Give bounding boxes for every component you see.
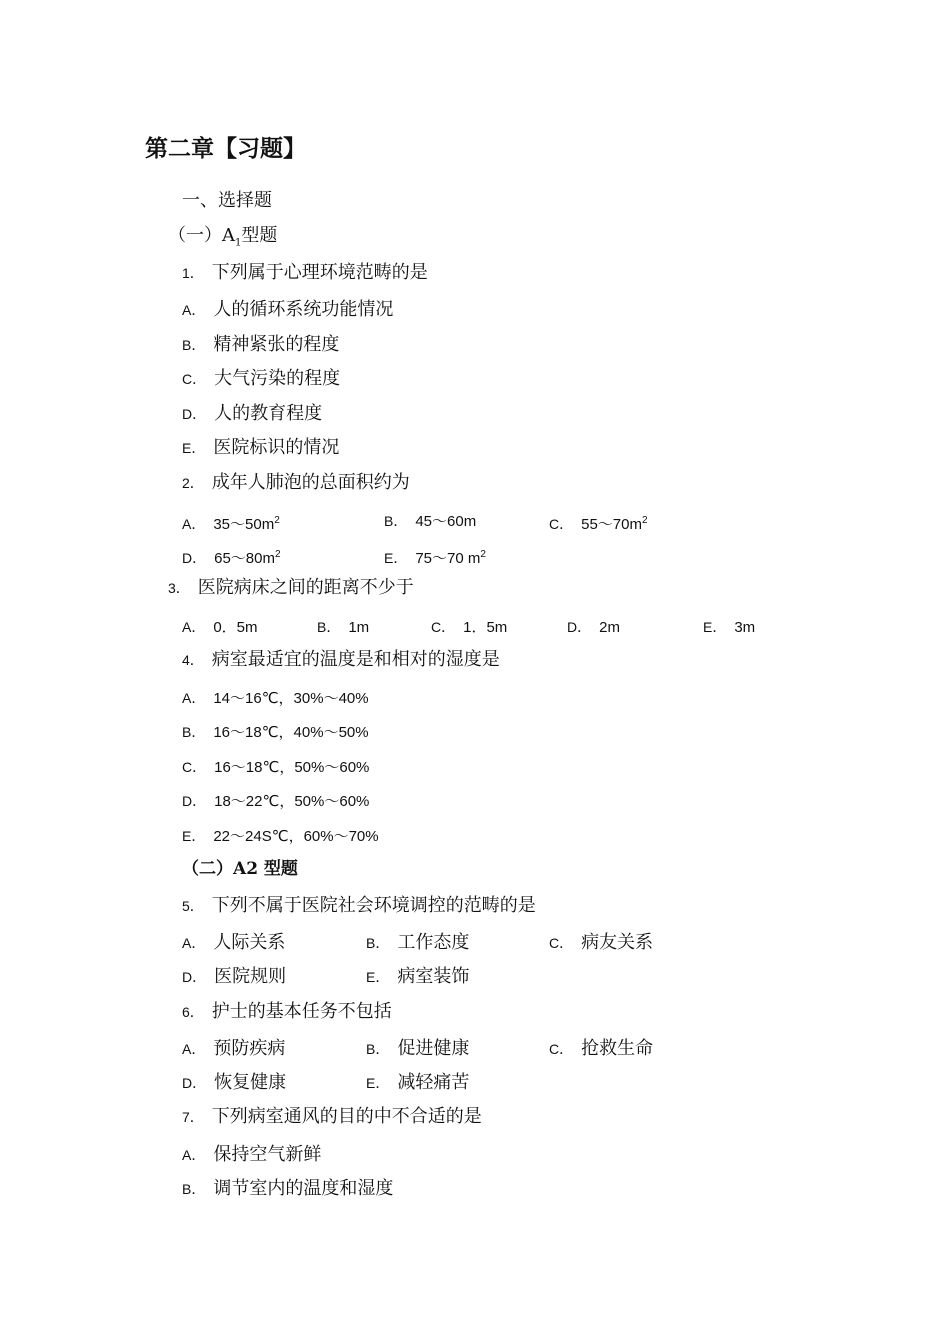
question-number: 2． <box>182 475 204 491</box>
q7-option-b <box>182 1177 393 1201</box>
option-text: 调节室内的温度和湿度 <box>213 1178 394 1199</box>
option-label: D． <box>182 793 207 809</box>
question-text: 成年人肺泡的总面积约为 <box>211 472 410 493</box>
option-text: 3m <box>734 619 756 636</box>
option-text: 22～24S℃，60%～70% <box>213 828 379 845</box>
option-text: 恢复健康 <box>214 1072 287 1093</box>
option-text: 精神紧张的程度 <box>213 334 340 355</box>
question-text: 下列病室通风的目的中不合适的是 <box>211 1106 482 1127</box>
question-number: 1． <box>182 265 204 281</box>
subsection-subscript: 1 <box>235 237 242 249</box>
option-label: A． <box>182 935 206 951</box>
option-label: C． <box>549 1041 574 1057</box>
option-text: 16～18℃，40%～50% <box>213 724 369 741</box>
option-label: C． <box>549 935 574 951</box>
q3-option-d <box>567 615 620 640</box>
option-label: D． <box>182 550 207 566</box>
q4-option-d <box>182 789 369 814</box>
option-label: B． <box>182 337 206 353</box>
q5-option-d <box>182 965 286 989</box>
question-1 <box>182 261 428 285</box>
option-text: 预防疾病 <box>213 1038 286 1059</box>
option-text: 1m <box>348 619 370 636</box>
q4-option-c <box>182 755 369 780</box>
question-number: 5． <box>182 898 204 914</box>
q2-option-c <box>549 509 648 537</box>
option-text: 14～16℃，30%～40% <box>213 690 369 707</box>
q6-option-a <box>182 1037 285 1061</box>
q5-option-a <box>182 931 285 955</box>
question-4 <box>182 648 500 672</box>
option-text: 抢救生命 <box>581 1038 654 1059</box>
option-label: E． <box>384 550 408 566</box>
q6-option-b <box>366 1037 469 1061</box>
option-label: A． <box>182 619 206 635</box>
option-text: 75～70 m <box>415 550 481 567</box>
option-label: C． <box>431 619 456 635</box>
option-label: A． <box>182 690 206 706</box>
option-label: B． <box>182 724 206 740</box>
subsection-suffix: 型题 <box>241 225 278 246</box>
option-text: 医院规则 <box>214 966 287 987</box>
option-text: 人的循环系统功能情况 <box>213 299 394 320</box>
q6-option-e <box>366 1071 469 1095</box>
q3-option-a <box>182 615 258 640</box>
q3-option-e <box>703 615 755 640</box>
q2-option-b <box>384 509 476 534</box>
question-text: 病室最适宜的温度是和相对的湿度是 <box>211 649 500 670</box>
option-label: E． <box>703 619 727 635</box>
q1-option-a <box>182 298 393 322</box>
option-label: D． <box>182 969 207 985</box>
question-text: 下列属于心理环境范畴的是 <box>211 262 428 283</box>
option-text: 人的教育程度 <box>214 403 323 424</box>
subsection-heading-a1 <box>168 224 277 256</box>
q4-option-a <box>182 686 369 711</box>
option-label: B． <box>366 935 390 951</box>
subsection-heading-a2: （二）A2 型题 <box>182 859 298 879</box>
option-text: 55～70m <box>581 516 642 533</box>
option-label: D． <box>182 1075 207 1091</box>
option-label: E． <box>182 828 206 844</box>
q5-option-b <box>366 931 469 955</box>
option-text: 病友关系 <box>581 932 654 953</box>
q5-option-e <box>366 965 469 989</box>
option-text: 16～18℃，50%～60% <box>214 759 370 776</box>
option-label: A． <box>182 302 206 318</box>
question-3 <box>168 576 414 600</box>
option-text: 1．5m <box>463 619 508 636</box>
option-text: 45～60m <box>415 513 477 530</box>
option-superscript: 2 <box>275 549 281 560</box>
option-text: 病室装饰 <box>397 966 470 987</box>
option-text: 促进健康 <box>397 1038 470 1059</box>
question-2 <box>182 471 410 495</box>
option-label: E． <box>182 440 206 456</box>
question-6 <box>182 1000 392 1024</box>
option-label: B． <box>182 1181 206 1197</box>
option-label: A． <box>182 1147 206 1163</box>
option-text: 0．5m <box>213 619 258 636</box>
option-label: B． <box>366 1041 390 1057</box>
option-label: D． <box>182 406 207 422</box>
option-superscript: 2 <box>274 515 280 526</box>
question-number: 3． <box>168 580 190 596</box>
option-text: 减轻痛苦 <box>397 1072 470 1093</box>
option-text: 2m <box>599 619 620 636</box>
q1-option-d <box>182 402 322 426</box>
option-text: 65～80m <box>214 550 275 567</box>
option-label: C． <box>182 759 207 775</box>
option-label: A． <box>182 1041 206 1057</box>
question-text: 下列不属于医院社会环境调控的范畴的是 <box>211 895 536 916</box>
q3-option-b <box>317 615 369 640</box>
q6-option-c <box>549 1037 653 1061</box>
option-text: 35～50m <box>213 516 275 533</box>
option-label: B． <box>317 619 341 635</box>
option-label: B． <box>384 513 408 529</box>
question-number: 6． <box>182 1004 204 1020</box>
chapter-title: 第二章【习题】 <box>145 135 306 162</box>
option-text: 医院标识的情况 <box>213 437 340 458</box>
q1-option-e <box>182 436 339 460</box>
q2-option-a <box>182 509 280 537</box>
option-label: E． <box>366 969 390 985</box>
option-text: 大气污染的程度 <box>214 368 341 389</box>
question-text: 护士的基本任务不包括 <box>211 1001 392 1022</box>
q3-option-c <box>431 615 507 640</box>
q1-option-c <box>182 367 340 391</box>
question-7 <box>182 1105 482 1129</box>
subsection-prefix: （一）A <box>168 225 235 246</box>
option-text: 人际关系 <box>213 932 286 953</box>
option-label: A． <box>182 516 206 532</box>
question-number: 7． <box>182 1109 204 1125</box>
option-text: 工作态度 <box>397 932 470 953</box>
question-number: 4． <box>182 652 204 668</box>
question-text: 医院病床之间的距离不少于 <box>197 577 414 598</box>
option-label: E． <box>366 1075 390 1091</box>
option-label: C． <box>182 371 207 387</box>
option-text: 保持空气新鲜 <box>213 1144 322 1165</box>
option-superscript: 2 <box>480 549 486 560</box>
q2-option-e <box>384 543 486 571</box>
question-5 <box>182 894 536 918</box>
q4-option-b <box>182 720 369 745</box>
section-heading: 一、选择题 <box>182 190 272 211</box>
option-text: 18～22℃，50%～60% <box>214 793 370 810</box>
option-label: D． <box>567 619 592 635</box>
option-label: C． <box>549 516 574 532</box>
q6-option-d <box>182 1071 286 1095</box>
q2-option-d <box>182 543 281 571</box>
q5-option-c <box>549 931 653 955</box>
q1-option-b <box>182 333 339 357</box>
q4-option-e <box>182 824 379 849</box>
q7-option-a <box>182 1143 321 1167</box>
option-superscript: 2 <box>642 515 648 526</box>
